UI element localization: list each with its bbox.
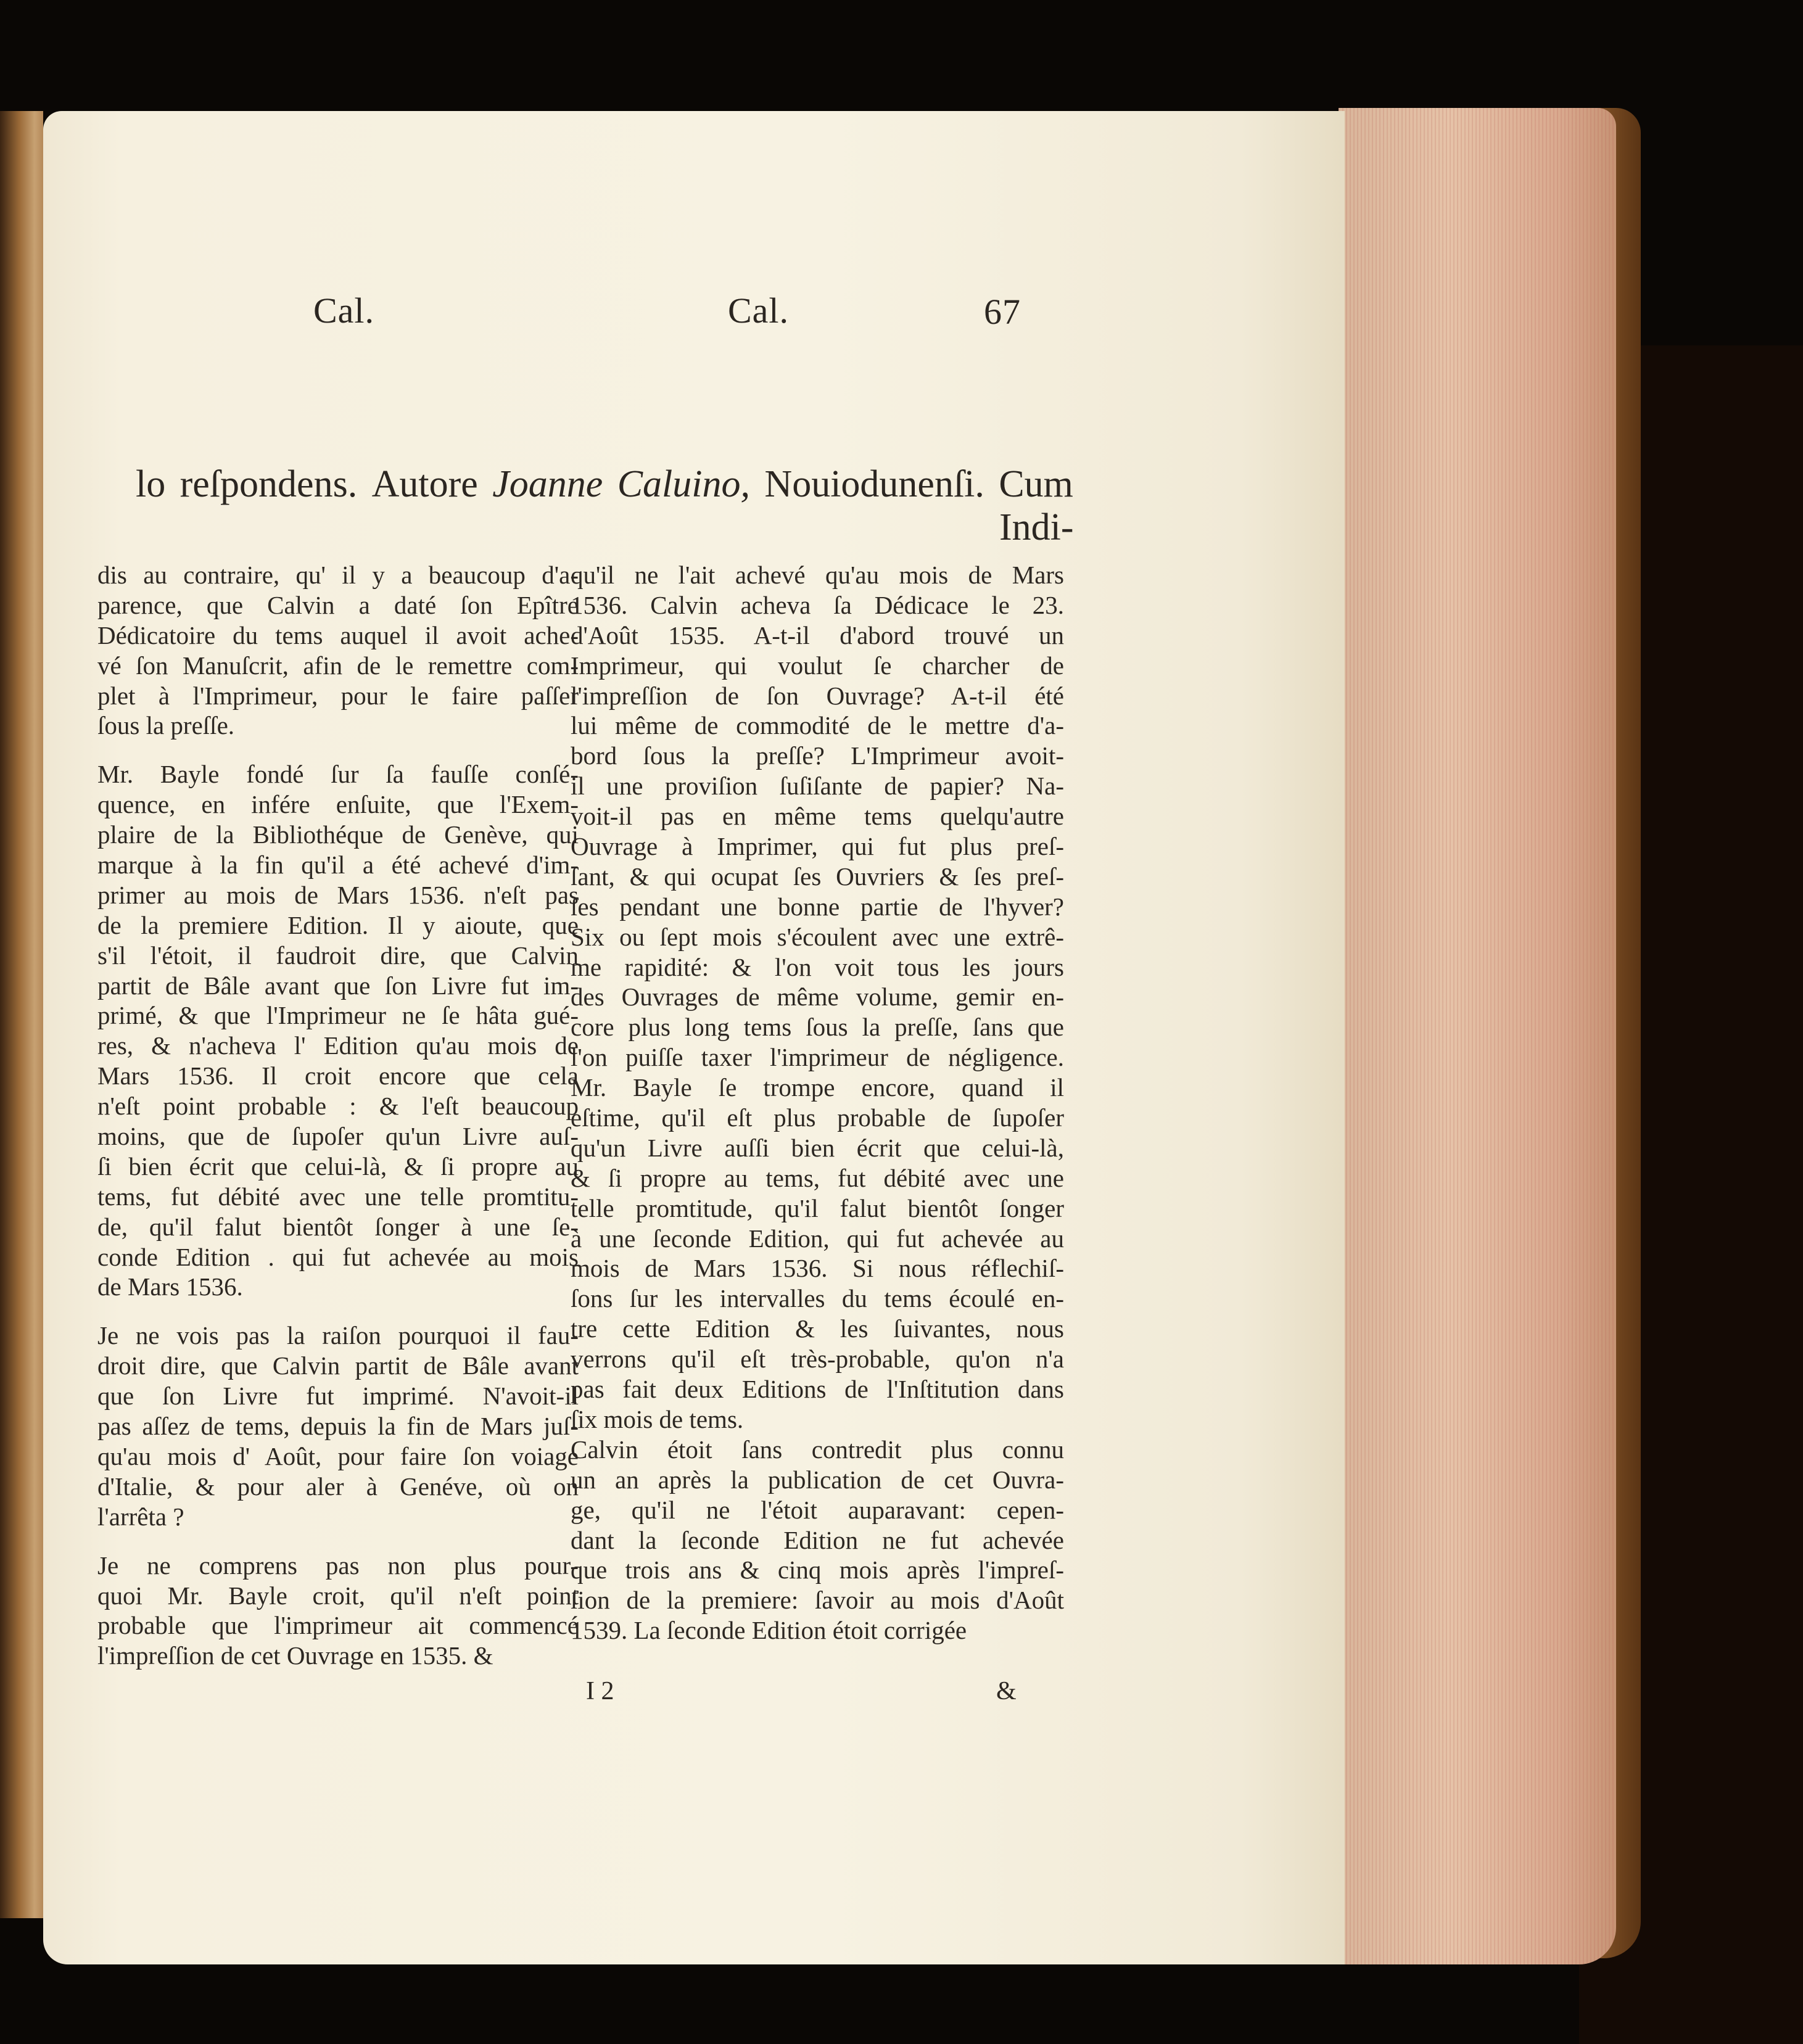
text-line: marque à la fin qu'il a été achevé d'im-	[97, 851, 579, 880]
text-line: bord ſous la preſſe? L'Imprimeur avoit-	[571, 741, 1064, 770]
left-column	[97, 560, 579, 1671]
text-line: de Mars 1536.	[97, 1272, 243, 1301]
text-line: tems, fut débité avec une telle promtitu-	[97, 1182, 579, 1211]
text-line: ſix mois de tems.	[571, 1404, 744, 1433]
text-line: à une ſeconde Edition, qui fut achevée au	[571, 1224, 1064, 1253]
page-number: 67	[984, 292, 1021, 332]
running-head-left: Cal.	[313, 291, 375, 331]
text-line: conde Edition . qui fut achevée au mois	[97, 1242, 579, 1271]
text-line: ſion de la premiere: ſavoir au mois d'Août	[571, 1586, 1064, 1615]
text-line: l'on puiſſe taxer l'imprimeur de négligence.	[571, 1043, 1064, 1072]
text-line: d'Italie, & pour aler à Genéve, où on	[97, 1472, 579, 1501]
text-line: Calvin étoit ſans contredit plus connu	[571, 1435, 1064, 1464]
text-line: primer au mois de Mars 1536. n'eſt pas	[97, 880, 579, 909]
text-line: Six ou ſept mois s'écoulent avec une extrê-	[571, 922, 1064, 951]
text-line: Mars 1536. Il croit encore que cela	[97, 1061, 579, 1090]
text-line: vé ſon Manuſcrit, afin de le remettre com-	[97, 651, 579, 680]
text-line: qu'au mois d' Août, pour faire ſon voiage	[97, 1441, 579, 1470]
paragraph-gap	[97, 1302, 579, 1321]
page-fore-edge	[1339, 108, 1616, 1964]
text-line: ſant, & qui ocupat ſes Ouvriers & ſes preſ-	[571, 862, 1064, 891]
text-line: ſons ſur les intervalles du tems écoulé en-	[571, 1284, 1064, 1313]
title-word: Joanne	[492, 463, 603, 505]
title-word: Caluino,	[617, 463, 750, 505]
text-line: telle promtitude, qu'il falut bientôt ſonger	[571, 1193, 1064, 1222]
text-line: d'Août 1535. A-t-il d'abord trouvé un	[571, 620, 1064, 649]
text-line: tre cette Edition & les ſuivantes, nous	[571, 1314, 1064, 1343]
text-line: mois de Mars 1536. Si nous réflechiſ-	[571, 1254, 1064, 1283]
text-line: un an après la publication de cet Ouvra-	[571, 1465, 1064, 1494]
text-line: 1536. Calvin acheva ſa Dédicace le 23.	[571, 590, 1064, 619]
text-line: ge, qu'il ne l'étoit auparavant: cepen-	[571, 1495, 1064, 1524]
text-line: Dédicatoire du tems auquel il avoit ache-	[97, 620, 579, 649]
text-line: dant la ſeconde Edition ne fut achevée	[571, 1525, 1064, 1554]
text-line: dis au contraire, qu' il y a beaucoup d'a-	[97, 561, 579, 589]
text-line: primé, & que l'Imprimeur ne ſe hâta gué-	[97, 1001, 579, 1030]
text-line: core plus long tems ſous la preſſe, ſans que	[571, 1013, 1064, 1042]
text-line: que ſon Livre fut imprimé. N'avoit-il	[97, 1382, 579, 1411]
title-line	[136, 463, 1073, 506]
text-line: Je ne vois pas la raiſon pourquoi il fau-	[97, 1321, 579, 1350]
title-word: Autore	[371, 463, 478, 505]
text-line: pas fait deux Editions de l'Inſtitution dans	[571, 1375, 1064, 1404]
text-line: qu'il ne l'ait achevé qu'au mois de Mars	[571, 561, 1064, 589]
text-line: voit-il pas en même tems quelqu'autre	[571, 802, 1064, 831]
paragraph-gap	[97, 741, 579, 759]
text-line: quoi Mr. Bayle croit, qu'il n'eſt point	[97, 1581, 579, 1610]
text-line: des Ouvrages de même volume, gemir en-	[571, 983, 1064, 1012]
text-line: il une proviſion ſuſiſante de papier? Na-	[571, 772, 1064, 801]
right-column	[571, 560, 1064, 1646]
title-word: Nouiodunenſi.	[764, 463, 984, 505]
text-line: ſes pendant une bonne partie de l'hyver?	[571, 892, 1064, 921]
text-line: partit de Bâle avant que ſon Livre fut im-	[97, 971, 579, 1000]
signature-mark: I 2	[586, 1677, 614, 1705]
text-line: plaire de la Bibliothéque de Genève, qui	[97, 820, 579, 849]
text-line: droit dire, que Calvin partit de Bâle avant	[97, 1351, 579, 1380]
text-line: pas aſſez de tems, depuis la fin de Mars juſ-	[97, 1412, 579, 1441]
text-line: Ouvrage à Imprimer, qui fut plus preſ-	[571, 832, 1064, 861]
catchword: &	[996, 1677, 1017, 1705]
text-line: Mr. Bayle ſe trompe encore, quand il	[571, 1073, 1064, 1102]
text-line: 1539. La ſeconde Edition étoit corrigée	[571, 1616, 967, 1645]
text-line: res, & n'acheva l' Edition qu'au mois de	[97, 1031, 579, 1060]
text-line: que trois ans & cinq mois après l'impreſ-	[571, 1556, 1064, 1585]
text-line: quence, en infére enſuite, que l'Exem-	[97, 790, 579, 819]
text-line: Je ne comprens pas non plus pour-	[97, 1551, 579, 1580]
text-line: Imprimeur, qui voulut ſe charcher de	[571, 651, 1064, 680]
title-word: reſpondens.	[179, 463, 358, 505]
title-continuation: Indi-	[999, 506, 1074, 548]
text-line: de la premiere Edition. Il y aioute, que	[97, 910, 579, 939]
text-line: plet à l'Imprimeur, pour le faire paſſer	[97, 681, 579, 710]
title-word: lo	[136, 463, 166, 505]
text-line: l'impreſſion de cet Ouvrage en 1535. &	[97, 1641, 493, 1670]
left-page-edge	[0, 111, 43, 1918]
text-line: lui même de commodité de le mettre d'a-	[571, 711, 1064, 740]
text-line: Mr. Bayle fondé ſur ſa fauſſe conſé-	[97, 760, 579, 789]
book-page	[43, 111, 1345, 1964]
text-line: ſi bien écrit que celui-là, & ſi propre au	[97, 1152, 579, 1181]
text-line: parence, que Calvin a daté ſon Epître	[97, 590, 579, 619]
text-line: moins, que de ſupoſer qu'un Livre auſ-	[97, 1122, 579, 1151]
text-line: eſtime, qu'il eſt plus probable de ſupoſer	[571, 1103, 1064, 1132]
title-word: Cum	[999, 463, 1073, 505]
text-line: me rapidité: & l'on voit tous les jours	[571, 952, 1064, 981]
text-line: s'il l'étoit, il faudroit dire, que Calvin	[97, 941, 579, 970]
text-line: verrons qu'il eſt très-probable, qu'on n'a	[571, 1345, 1064, 1374]
running-head-center: Cal.	[728, 291, 790, 331]
text-line: de, qu'il falut bientôt ſonger à une ſe-	[97, 1212, 579, 1241]
text-line: probable que l'imprimeur ait commencé	[97, 1611, 579, 1640]
text-line: & ſi propre au tems, fut débité avec une	[571, 1163, 1064, 1192]
text-line: l'arrêta ?	[97, 1502, 184, 1531]
text-line: l'impreſſion de ſon Ouvrage? A-t-il été	[571, 681, 1064, 710]
text-line: n'eſt point probable : & l'eſt beaucoup	[97, 1092, 579, 1121]
paragraph-gap	[97, 1532, 579, 1551]
text-line: ſous la preſſe.	[97, 711, 235, 740]
text-line: qu'un Livre auſſi bien écrit que celui-là,	[571, 1133, 1064, 1162]
